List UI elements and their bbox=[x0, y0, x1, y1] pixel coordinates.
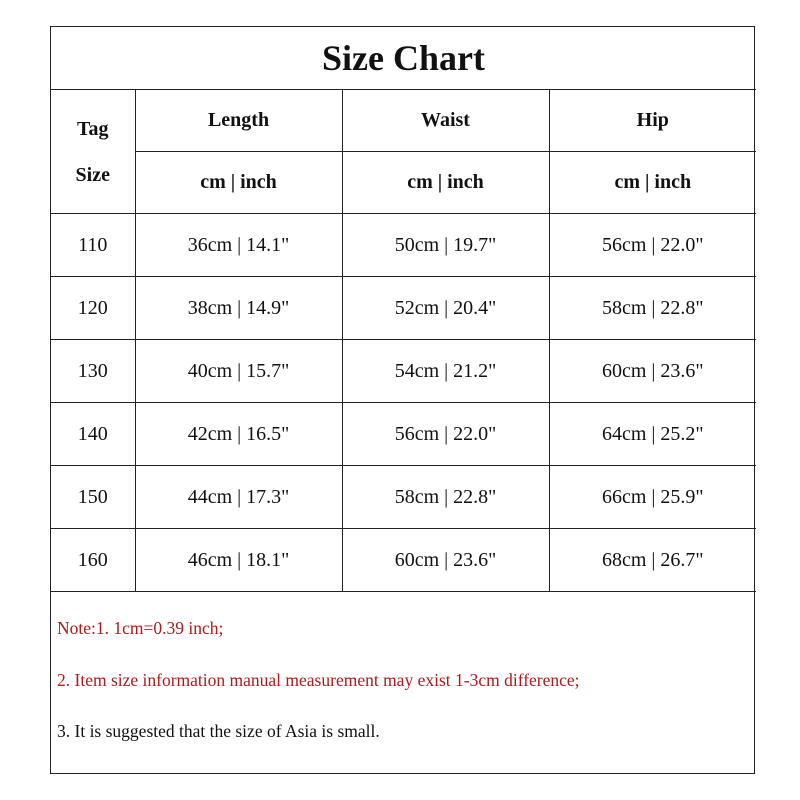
hip-cell: 68cm | 26.7" bbox=[549, 529, 756, 592]
waist-cell: 54cm | 21.2" bbox=[342, 340, 549, 403]
tag-label: Tag bbox=[76, 117, 109, 140]
length-cell: 46cm | 18.1" bbox=[135, 529, 342, 592]
size-table bbox=[51, 27, 756, 592]
size-cell: 110 bbox=[51, 214, 135, 277]
size-cell: 120 bbox=[51, 277, 135, 340]
table-row bbox=[51, 214, 756, 277]
size-cell: 150 bbox=[51, 466, 135, 529]
length-cell: 44cm | 17.3" bbox=[135, 466, 342, 529]
size-cell: 140 bbox=[51, 403, 135, 466]
waist-cell: 58cm | 22.8" bbox=[342, 466, 549, 529]
size-label: Size bbox=[75, 163, 110, 186]
hip-cell: 56cm | 22.0" bbox=[549, 214, 756, 277]
length-cell: 36cm | 14.1" bbox=[135, 214, 342, 277]
table-row bbox=[51, 466, 756, 529]
hip-cell: 60cm | 23.6" bbox=[549, 340, 756, 403]
chart-title: Size Chart bbox=[51, 27, 756, 90]
hip-cell: 66cm | 25.9" bbox=[549, 466, 756, 529]
waist-cell: 60cm | 23.6" bbox=[342, 529, 549, 592]
note-3: 3. It is suggested that the size of Asia is small. bbox=[57, 721, 380, 741]
table-row bbox=[51, 277, 756, 340]
waist-cell: 50cm | 19.7" bbox=[342, 214, 549, 277]
length-cell: 40cm | 15.7" bbox=[135, 340, 342, 403]
size-chart bbox=[50, 26, 755, 774]
hip-cell: 64cm | 25.2" bbox=[549, 403, 756, 466]
size-cell: 130 bbox=[51, 340, 135, 403]
waist-header: Waist bbox=[342, 90, 549, 152]
hip-cell: 58cm | 22.8" bbox=[549, 277, 756, 340]
waist-cell: 52cm | 20.4" bbox=[342, 277, 549, 340]
length-cell: 42cm | 16.5" bbox=[135, 403, 342, 466]
table-row bbox=[51, 340, 756, 403]
length-units: cm | inch bbox=[135, 152, 342, 214]
note-2: 2. Item size information manual measurement may exist 1-3cm difference; bbox=[57, 670, 580, 690]
hip-units: cm | inch bbox=[549, 152, 756, 214]
waist-cell: 56cm | 22.0" bbox=[342, 403, 549, 466]
size-cell: 160 bbox=[51, 529, 135, 592]
table-row bbox=[51, 529, 756, 592]
note-1: Note:1. 1cm=0.39 inch; bbox=[57, 618, 224, 638]
hip-header: Hip bbox=[549, 90, 756, 152]
table-row bbox=[51, 403, 756, 466]
length-header: Length bbox=[135, 90, 342, 152]
notes-section bbox=[51, 592, 754, 768]
length-cell: 38cm | 14.9" bbox=[135, 277, 342, 340]
waist-units: cm | inch bbox=[342, 152, 549, 214]
tag-size-header bbox=[51, 90, 135, 214]
